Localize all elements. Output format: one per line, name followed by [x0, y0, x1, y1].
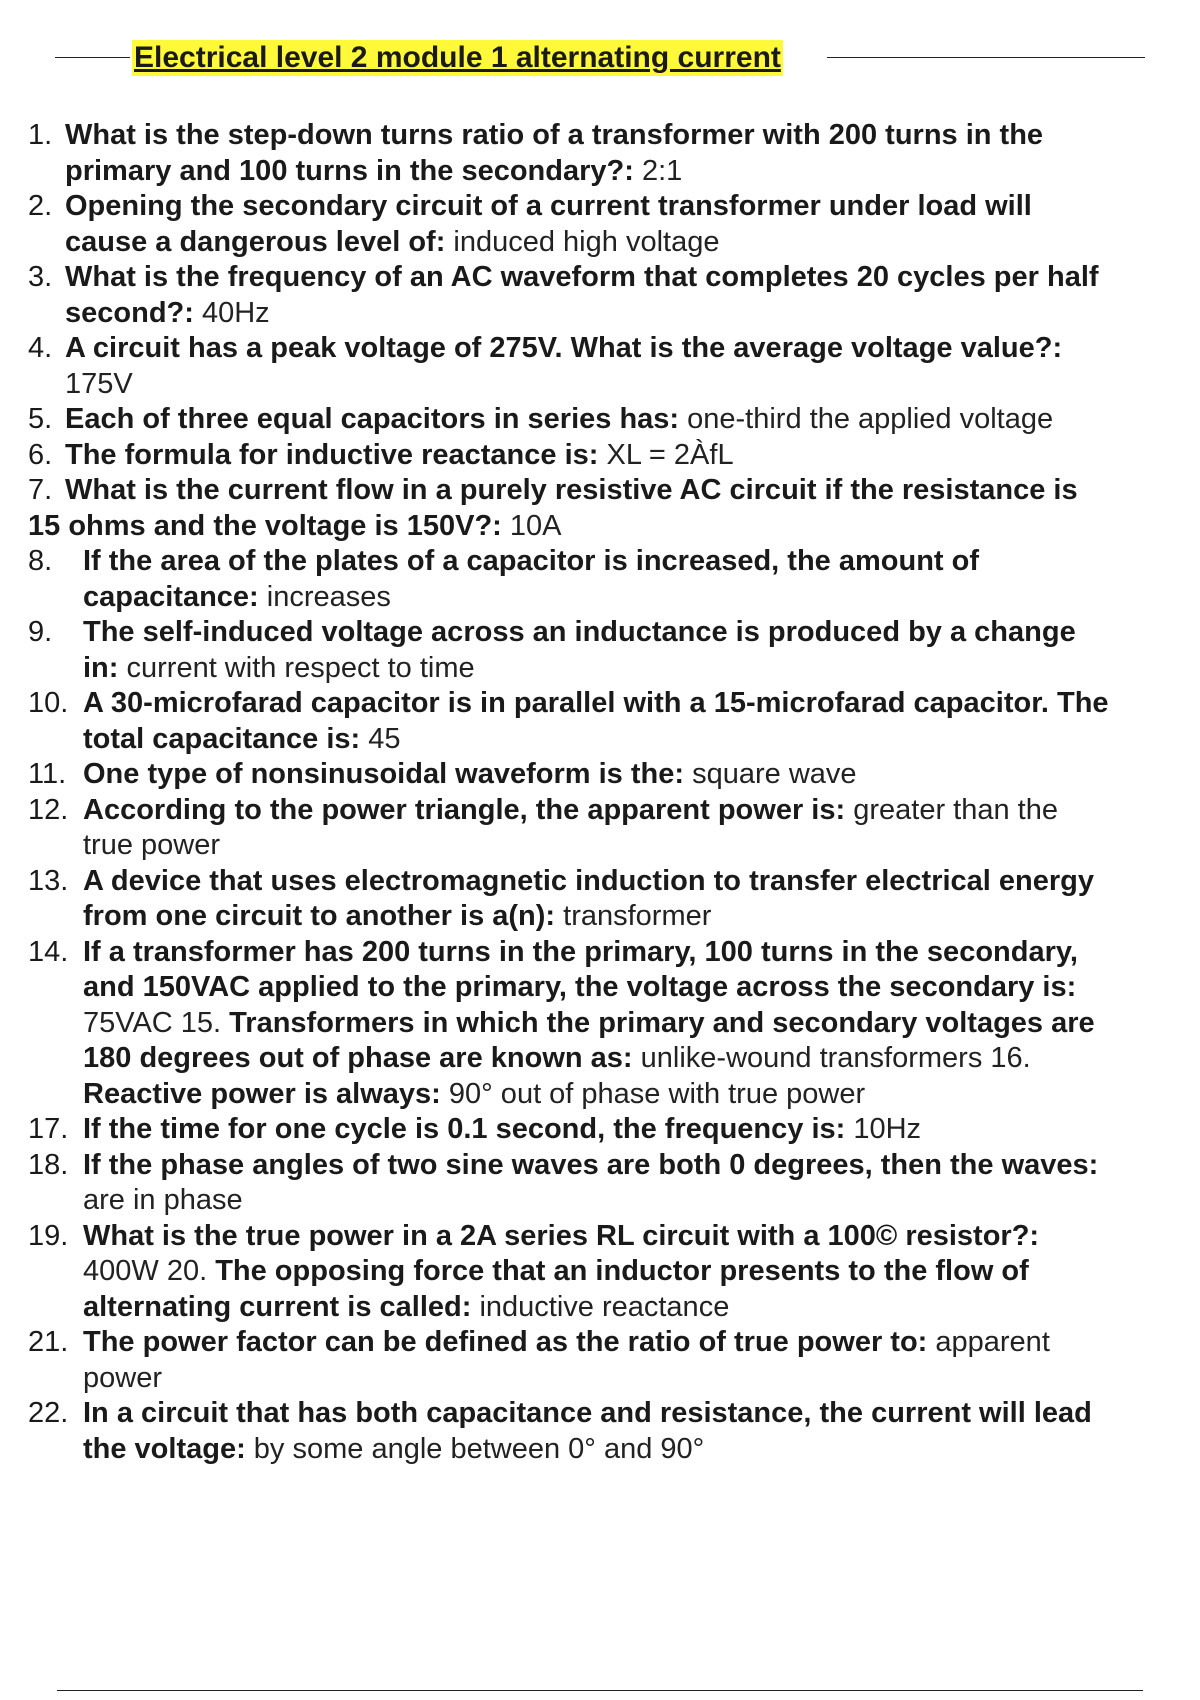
- answer-text: 400W 20.: [83, 1255, 216, 1287]
- question-body: [83, 615, 1200, 686]
- question-text: According to the power triangle, the apparent power is:: [83, 793, 846, 826]
- question-body: [83, 864, 1200, 935]
- question-text: If the time for one cycle is 0.1 second, the frequency is:: [83, 1113, 846, 1145]
- question-number: 6.: [28, 438, 53, 471]
- question-number: 2.: [28, 190, 53, 222]
- question-item: [28, 189, 1200, 260]
- question-line: [83, 793, 1200, 829]
- question-item: [28, 1219, 1200, 1326]
- question-item: [28, 793, 1200, 864]
- question-line: [83, 828, 1200, 864]
- question-body: [83, 1396, 1200, 1467]
- answer-text: transformer: [555, 900, 712, 932]
- question-text: primary and 100 turns in the secondary?:: [65, 154, 634, 187]
- question-text: cause a dangerous level of:: [65, 225, 446, 258]
- question-body: [83, 1112, 1200, 1148]
- question-line: [83, 899, 1200, 935]
- question-number: 18.: [28, 1148, 69, 1181]
- answer-text: greater than the: [845, 793, 1058, 826]
- question-text: Transformers in which the primary and secondary voltages are: [229, 1006, 1095, 1039]
- question-text: 180 degrees out of phase are known as:: [83, 1042, 633, 1074]
- question-body: [65, 260, 1200, 331]
- question-body: [65, 189, 1200, 260]
- question-line: [83, 1077, 1200, 1113]
- question-body: [83, 793, 1200, 864]
- question-line: [65, 118, 1200, 154]
- question-number: 17.: [28, 1113, 69, 1145]
- question-line: [83, 1148, 1200, 1184]
- question-text: 15 ohms and the voltage is 150V?:: [28, 509, 502, 542]
- answer-text: apparent: [927, 1326, 1050, 1358]
- question-item: [28, 509, 1200, 545]
- question-item: [28, 686, 1200, 757]
- question-number: 22.: [28, 1397, 69, 1429]
- question-number: 9.: [28, 616, 53, 648]
- title-rule-left: [55, 57, 130, 58]
- question-line: [83, 1006, 1200, 1042]
- question-text: What is the step-down turns ratio of a transformer with 200 turns in the: [65, 119, 1044, 151]
- question-number: 7.: [28, 474, 53, 506]
- question-item: [28, 118, 1200, 189]
- answer-text: 40Hz: [193, 296, 270, 329]
- question-line: [83, 1112, 1200, 1148]
- question-line: [65, 473, 1200, 509]
- question-line: [65, 296, 1200, 332]
- answer-text: one-third the applied voltage: [679, 403, 1054, 435]
- answer-text: 45: [360, 722, 401, 755]
- answer-text: 175V: [65, 367, 133, 400]
- question-text: from one circuit to another is a(n):: [83, 900, 556, 932]
- question-number: 8.: [28, 545, 53, 577]
- question-text: The self-induced voltage across an inductance is produced by a change: [83, 616, 1076, 648]
- question-line: [65, 331, 1200, 367]
- question-item: [28, 757, 1200, 793]
- question-body: [83, 757, 1200, 793]
- question-item: [28, 615, 1200, 686]
- question-item: [28, 438, 1200, 474]
- answer-text: unlike-wound transformers 16.: [632, 1042, 1031, 1074]
- question-text: The formula for inductive reactance is:: [65, 438, 599, 471]
- question-list: [28, 118, 1200, 1467]
- question-number: 11.: [28, 758, 67, 790]
- question-number: 1.: [28, 119, 53, 151]
- question-line: [83, 722, 1200, 758]
- question-text: Reactive power is always:: [83, 1077, 441, 1110]
- question-item: [28, 1396, 1200, 1467]
- answer-text: current with respect to time: [118, 651, 475, 684]
- question-text: alternating current is called:: [83, 1290, 472, 1323]
- question-number: 3.: [28, 261, 53, 293]
- question-text: capacitance:: [83, 580, 259, 613]
- question-number: 21.: [28, 1326, 69, 1358]
- question-body: [65, 118, 1200, 189]
- question-item: [28, 402, 1200, 438]
- question-line: [83, 1219, 1200, 1255]
- question-item: [28, 935, 1200, 1113]
- question-body: [83, 1219, 1200, 1326]
- question-line: [83, 1325, 1200, 1361]
- question-line: [83, 1361, 1200, 1397]
- question-line: [65, 402, 1200, 438]
- question-line: [65, 189, 1200, 225]
- question-text: What is the current flow in a purely resistive AC circuit if the resistance is: [65, 474, 1078, 506]
- question-line: [83, 1290, 1200, 1326]
- question-text: One type of nonsinusoidal waveform is the:: [83, 758, 685, 790]
- question-number: 4.: [28, 332, 53, 364]
- question-line: [83, 757, 1200, 793]
- question-line: [83, 1183, 1200, 1219]
- answer-text: inductive reactance: [471, 1290, 730, 1323]
- question-text: Opening the secondary circuit of a current transformer under load will: [65, 190, 1032, 222]
- question-line: [83, 615, 1200, 651]
- title-row: [55, 40, 1145, 76]
- question-number: 14.: [28, 935, 69, 968]
- answer-text: induced high voltage: [445, 225, 720, 258]
- question-text: What is the true power in a 2A series RL circuit with a 100© resistor?:: [83, 1219, 1040, 1252]
- question-line: [65, 154, 1200, 190]
- answer-text: increases: [258, 580, 391, 613]
- question-number: 5.: [28, 403, 53, 435]
- question-line: [83, 935, 1200, 971]
- question-line: [83, 1432, 1200, 1468]
- question-body: [28, 509, 1200, 545]
- bottom-rule: [57, 1690, 1143, 1691]
- answer-text: 10A: [501, 509, 562, 542]
- question-line: [65, 438, 1200, 474]
- question-text: In a circuit that has both capacitance and resistance, the current will lead: [83, 1397, 1092, 1429]
- question-body: [83, 1325, 1200, 1396]
- question-text: A circuit has a peak voltage of 275V. What is the average voltage value?:: [65, 332, 1063, 364]
- question-text: in:: [83, 651, 119, 684]
- question-line: [65, 225, 1200, 261]
- question-body: [65, 402, 1200, 438]
- answer-text: power: [83, 1361, 162, 1394]
- question-line: [83, 1396, 1200, 1432]
- question-item: [28, 864, 1200, 935]
- answer-text: 10Hz: [845, 1113, 922, 1145]
- question-body: [83, 686, 1200, 757]
- question-text: A device that uses electromagnetic induction to transfer electrical energy: [83, 864, 1095, 897]
- question-item: [28, 544, 1200, 615]
- question-item: [28, 1112, 1200, 1148]
- question-line: [83, 1254, 1200, 1290]
- question-line: [83, 686, 1200, 722]
- question-item: [28, 1325, 1200, 1396]
- answer-text: XL = 2ÀfL: [598, 438, 734, 471]
- question-item: [28, 1148, 1200, 1219]
- question-text: second?:: [65, 296, 194, 329]
- question-item: [28, 260, 1200, 331]
- question-text: If a transformer has 200 turns in the primary, 100 turns in the secondary,: [83, 935, 1078, 968]
- answer-text: are in phase: [83, 1184, 243, 1216]
- question-text: The power factor can be defined as the ratio of true power to:: [83, 1326, 928, 1358]
- question-line: [83, 580, 1200, 616]
- question-line: [65, 367, 1200, 403]
- question-line: [83, 1041, 1200, 1077]
- page-title: Electrical level 2 module 1 alternating current: [134, 41, 781, 74]
- answer-text: 2:1: [633, 154, 683, 187]
- question-text: If the area of the plates of a capacitor is increased, the amount of: [83, 545, 979, 577]
- question-item: [28, 473, 1200, 509]
- question-text: the voltage:: [83, 1432, 246, 1465]
- question-number: 13.: [28, 864, 69, 897]
- question-line: [65, 260, 1200, 296]
- question-body: [65, 438, 1200, 474]
- answer-text: 90° out of phase with true power: [440, 1077, 866, 1110]
- question-line: [28, 509, 1200, 545]
- question-line: [83, 864, 1200, 900]
- question-line: [83, 544, 1200, 580]
- question-body: [65, 331, 1200, 402]
- question-body: [83, 935, 1200, 1113]
- title-rule-right: [827, 57, 1145, 58]
- answer-text: true power: [83, 829, 221, 861]
- question-text: The opposing force that an inductor presents to the flow of: [215, 1255, 1029, 1287]
- question-body: [83, 1148, 1200, 1219]
- question-text: If the phase angles of two sine waves are both 0 degrees, then the waves:: [83, 1148, 1099, 1181]
- question-text: Each of three equal capacitors in series has:: [65, 403, 680, 435]
- question-text: total capacitance is:: [83, 722, 361, 755]
- answer-text: 75VAC 15.: [83, 1006, 230, 1039]
- question-body: [83, 544, 1200, 615]
- question-text: A 30-microfarad capacitor is in parallel with a 15-microfarad capacitor. The: [83, 687, 1109, 719]
- question-text: What is the frequency of an AC waveform that completes 20 cycles per half: [65, 261, 1099, 293]
- question-body: [65, 473, 1200, 509]
- question-line: [83, 651, 1200, 687]
- question-number: 19.: [28, 1219, 69, 1252]
- question-item: [28, 331, 1200, 402]
- question-number: 10.: [28, 687, 69, 719]
- question-line: [83, 970, 1200, 1006]
- answer-text: square wave: [684, 758, 857, 790]
- question-number: 12.: [28, 793, 69, 826]
- question-text: and 150VAC applied to the primary, the voltage across the secondary is:: [83, 971, 1077, 1003]
- answer-text: by some angle between 0° and 90°: [245, 1432, 705, 1465]
